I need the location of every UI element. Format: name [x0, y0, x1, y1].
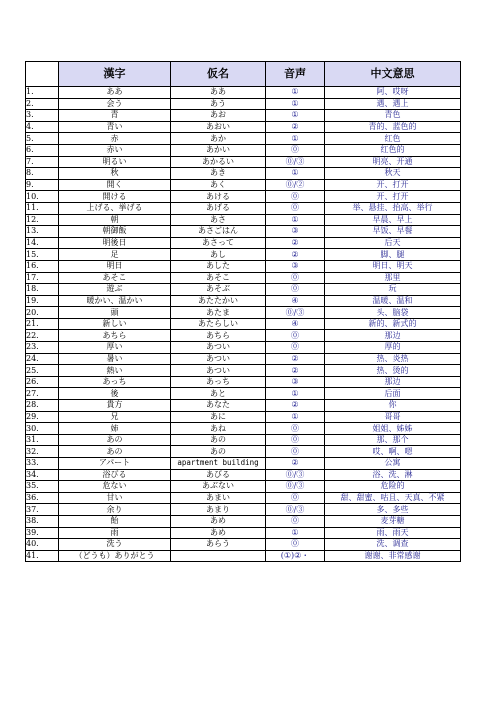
kana-cell: あそこ [171, 272, 266, 284]
table-row [26, 307, 461, 319]
chinese-meaning-cell: 厚的 [325, 342, 461, 354]
kanji-cell: 赤い [59, 144, 171, 156]
kanji-cell: 朝 [59, 214, 171, 226]
kanji-cell: 熱い [59, 365, 171, 377]
chinese-meaning-cell: 洗、调查 [325, 539, 461, 551]
chinese-meaning-cell: 明日、明天 [325, 260, 461, 272]
tone-cell: ⓪ [266, 446, 325, 458]
table-row [26, 330, 461, 342]
chinese-meaning-cell: 热、炎热 [325, 353, 461, 365]
kanji-cell: 危ない [59, 481, 171, 493]
kanji-cell: 上げる、挙げる [59, 202, 171, 214]
chinese-meaning-cell: 开、打开 [325, 179, 461, 191]
chinese-meaning-cell: 雨、雨天 [325, 527, 461, 539]
table-row [26, 365, 461, 377]
row-number: 35. [26, 481, 59, 493]
row-number: 40. [26, 539, 59, 551]
tone-cell: ⓪ [266, 423, 325, 435]
kanji-cell: 開く [59, 179, 171, 191]
row-number: 17. [26, 272, 59, 284]
kanji-cell: 朝御飯 [59, 226, 171, 238]
tone-cell: ② [266, 249, 325, 261]
tone-cell: ③ [266, 376, 325, 388]
table-row [26, 202, 461, 214]
row-number: 39. [26, 527, 59, 539]
chinese-meaning-cell: 后天 [325, 237, 461, 249]
chinese-meaning-cell: 青色 [325, 110, 461, 122]
kanji-cell: 会う [59, 98, 171, 110]
kana-cell: あさ [171, 214, 266, 226]
chinese-meaning-cell: 那里 [325, 272, 461, 284]
tone-cell: ④ [266, 318, 325, 330]
chinese-meaning-cell: 热、烫的 [325, 365, 461, 377]
row-number: 23. [26, 342, 59, 354]
table-row [26, 272, 461, 284]
tone-cell: ② [266, 400, 325, 412]
kanji-cell: アパート [59, 458, 171, 470]
tone-cell: ⓪ [266, 284, 325, 296]
table-row [26, 388, 461, 400]
kana-cell: あさごはん [171, 226, 266, 238]
row-number: 25. [26, 365, 59, 377]
tone-cell: ① [266, 110, 325, 122]
kana-cell: あし [171, 249, 266, 261]
row-number: 20. [26, 307, 59, 319]
kanji-cell: 暖かい、温かい [59, 295, 171, 307]
table-row [26, 98, 461, 110]
chinese-meaning-cell: 新的、新式的 [325, 318, 461, 330]
kanji-cell: （どうも）ありがとう [59, 550, 171, 562]
kana-cell: あたらしい [171, 318, 266, 330]
chinese-meaning-cell: 谢谢、非常感谢 [325, 550, 461, 562]
tone-cell: ③ [266, 260, 325, 272]
kana-cell: あおい [171, 121, 266, 133]
kana-cell: あの [171, 446, 266, 458]
row-number: 26. [26, 376, 59, 388]
tone-cell: ⓪ [266, 330, 325, 342]
chinese-meaning-cell: 举、悬挂、抬高、举行 [325, 202, 461, 214]
row-number: 16. [26, 260, 59, 272]
chinese-meaning-cell: 你 [325, 400, 461, 412]
kana-cell: あく [171, 179, 266, 191]
chinese-meaning-cell: 那、那个 [325, 434, 461, 446]
kana-cell: あかるい [171, 156, 266, 168]
kanji-cell: 暑い [59, 353, 171, 365]
kana-cell: あき [171, 168, 266, 180]
chinese-meaning-cell: 多、多些 [325, 504, 461, 516]
row-number: 11. [26, 202, 59, 214]
tone-cell: ⓪/③ [266, 481, 325, 493]
kanji-cell: 後 [59, 388, 171, 400]
tone-cell: ⓪/③ [266, 307, 325, 319]
table-row [26, 156, 461, 168]
tone-cell: ③ [266, 226, 325, 238]
table-row [26, 458, 461, 470]
table-row [26, 434, 461, 446]
table-row [26, 400, 461, 412]
tone-cell: ⓪/③ [266, 156, 325, 168]
tone-cell: ⓪ [266, 144, 325, 156]
chinese-meaning-cell: 甜、甜蜜、咕且、天真、不紧 [325, 492, 461, 504]
kana-cell: あらう [171, 539, 266, 551]
row-number: 8. [26, 168, 59, 180]
table-row [26, 284, 461, 296]
chinese-meaning-cell: 哥哥 [325, 411, 461, 423]
kanji-cell: あの [59, 446, 171, 458]
chinese-meaning-cell: 公寓 [325, 458, 461, 470]
vocabulary-table [25, 61, 461, 562]
table-row [26, 504, 461, 516]
row-number: 1. [26, 87, 59, 99]
tone-cell: ① [266, 527, 325, 539]
kanji-cell: 開ける [59, 191, 171, 203]
tone-cell: ① [266, 214, 325, 226]
kanji-cell: あっち [59, 376, 171, 388]
kana-cell: あの [171, 434, 266, 446]
kanji-cell: 足 [59, 249, 171, 261]
kanji-cell: 明日 [59, 260, 171, 272]
table-row [26, 260, 461, 272]
row-number: 36. [26, 492, 59, 504]
tone-cell: ① [266, 98, 325, 110]
table-row [26, 110, 461, 122]
tone-cell: ⓪ [266, 191, 325, 203]
kana-cell: あまい [171, 492, 266, 504]
chinese-meaning-cell: 开、打开 [325, 191, 461, 203]
tone-cell: ① [266, 411, 325, 423]
kanji-cell: 青い [59, 121, 171, 133]
header-number [26, 62, 59, 87]
chinese-meaning-cell: 头、脑袋 [325, 307, 461, 319]
row-number: 37. [26, 504, 59, 516]
row-number: 30. [26, 423, 59, 435]
tone-cell: ② [266, 458, 325, 470]
kanji-cell: 雨 [59, 527, 171, 539]
kanji-cell: あの [59, 434, 171, 446]
row-number: 10. [26, 191, 59, 203]
kana-cell: あぶない [171, 481, 266, 493]
table-row [26, 469, 461, 481]
kanji-cell: 明るい [59, 156, 171, 168]
table-row [26, 539, 461, 551]
table-row [26, 168, 461, 180]
tone-cell: ⓪/③ [266, 504, 325, 516]
table-row [26, 214, 461, 226]
row-number: 31. [26, 434, 59, 446]
table-row [26, 226, 461, 238]
kanji-cell: 浴びる [59, 469, 171, 481]
kana-cell: あさって [171, 237, 266, 249]
row-number: 3. [26, 110, 59, 122]
table-header-row [26, 62, 461, 87]
table-row [26, 492, 461, 504]
kanji-cell: 青 [59, 110, 171, 122]
chinese-meaning-cell: 那边 [325, 376, 461, 388]
table-row [26, 249, 461, 261]
kana-cell: あめ [171, 527, 266, 539]
table-row [26, 121, 461, 133]
kana-cell: あっち [171, 376, 266, 388]
chinese-meaning-cell: 青的、蓝色的 [325, 121, 461, 133]
tone-cell: ⓪ [266, 342, 325, 354]
row-number: 34. [26, 469, 59, 481]
row-number: 38. [26, 515, 59, 527]
chinese-meaning-cell: 脚、腿 [325, 249, 461, 261]
table-row [26, 237, 461, 249]
kana-cell: あたたかい [171, 295, 266, 307]
chinese-meaning-cell: 危险的 [325, 481, 461, 493]
chinese-meaning-cell: 明亮、开通 [325, 156, 461, 168]
table-row [26, 318, 461, 330]
kana-cell: あに [171, 411, 266, 423]
kana-cell: あげる [171, 202, 266, 214]
header-chinese-meaning: 中文意思 [325, 62, 461, 87]
row-number: 5. [26, 133, 59, 145]
table-row [26, 144, 461, 156]
table-row [26, 481, 461, 493]
tone-cell: ⓪ [266, 272, 325, 284]
kanji-cell: 貴方 [59, 400, 171, 412]
chinese-meaning-cell: 哎、啊、嗯 [325, 446, 461, 458]
chinese-meaning-cell: 阿、哎呀 [325, 87, 461, 99]
kana-cell: あかい [171, 144, 266, 156]
kana-cell: あつい [171, 342, 266, 354]
header-kana: 仮名 [171, 62, 266, 87]
table-row [26, 191, 461, 203]
tone-cell: ② [266, 237, 325, 249]
table-row [26, 423, 461, 435]
chinese-meaning-cell: 温暖、温和 [325, 295, 461, 307]
kanji-cell: あそこ [59, 272, 171, 284]
table-row [26, 411, 461, 423]
kana-cell: apartment building [171, 458, 266, 470]
tone-cell: ⓪ [266, 202, 325, 214]
table-row [26, 550, 461, 562]
row-number: 12. [26, 214, 59, 226]
tone-cell: ② [266, 365, 325, 377]
row-number: 32. [26, 446, 59, 458]
table-row [26, 515, 461, 527]
kana-cell: あたま [171, 307, 266, 319]
kanji-cell: 赤 [59, 133, 171, 145]
kana-cell: あまり [171, 504, 266, 516]
row-number: 7. [26, 156, 59, 168]
tone-cell: ⓪/③ [266, 469, 325, 481]
tone-cell: ② [266, 353, 325, 365]
tone-cell: ① [266, 168, 325, 180]
kana-cell: あちら [171, 330, 266, 342]
table-row [26, 446, 461, 458]
tone-cell: ② [266, 121, 325, 133]
row-number: 33. [26, 458, 59, 470]
table-row [26, 179, 461, 191]
row-number: 2. [26, 98, 59, 110]
tone-cell: ⓪/② [266, 179, 325, 191]
row-number: 18. [26, 284, 59, 296]
kanji-cell: あちら [59, 330, 171, 342]
kana-cell: ああ [171, 87, 266, 99]
kanji-cell: 姉 [59, 423, 171, 435]
chinese-meaning-cell: 浴、洗、淋 [325, 469, 461, 481]
chinese-meaning-cell: 红色的 [325, 144, 461, 156]
row-number: 19. [26, 295, 59, 307]
kanji-cell: 洗う [59, 539, 171, 551]
chinese-meaning-cell: 遇、遇上 [325, 98, 461, 110]
kanji-cell: 秋 [59, 168, 171, 180]
chinese-meaning-cell: 玩 [325, 284, 461, 296]
row-number: 6. [26, 144, 59, 156]
kanji-cell: 新しい [59, 318, 171, 330]
kana-cell: あなた [171, 400, 266, 412]
kana-cell: あつい [171, 365, 266, 377]
chinese-meaning-cell: 麦芽糖 [325, 515, 461, 527]
kanji-cell: 余り [59, 504, 171, 516]
row-number: 14. [26, 237, 59, 249]
table-row [26, 376, 461, 388]
row-number: 27. [26, 388, 59, 400]
table-row [26, 527, 461, 539]
table-row [26, 87, 461, 99]
tone-cell: ④ [266, 295, 325, 307]
row-number: 24. [26, 353, 59, 365]
kanji-cell: 明後日 [59, 237, 171, 249]
header-tone: 音声 [266, 62, 325, 87]
chinese-meaning-cell: 早饭、早餐 [325, 226, 461, 238]
row-number: 21. [26, 318, 59, 330]
row-number: 13. [26, 226, 59, 238]
tone-cell: ① [266, 388, 325, 400]
chinese-meaning-cell: 后面 [325, 388, 461, 400]
tone-cell: ① [266, 87, 325, 99]
row-number: 9. [26, 179, 59, 191]
row-number: 22. [26, 330, 59, 342]
kana-cell: あと [171, 388, 266, 400]
kanji-cell: ああ [59, 87, 171, 99]
kanji-cell: 遊ぶ [59, 284, 171, 296]
kana-cell: あした [171, 260, 266, 272]
kana-cell: あめ [171, 515, 266, 527]
row-number: 41. [26, 550, 59, 562]
kana-cell: あう [171, 98, 266, 110]
kanji-cell: 飴 [59, 515, 171, 527]
table-row [26, 133, 461, 145]
kana-cell: あつい [171, 353, 266, 365]
tone-cell: ① [266, 133, 325, 145]
kana-cell: あね [171, 423, 266, 435]
tone-cell: ⓪ [266, 539, 325, 551]
tone-cell: ⓪ [266, 515, 325, 527]
table-row [26, 295, 461, 307]
chinese-meaning-cell: 那边 [325, 330, 461, 342]
row-number: 4. [26, 121, 59, 133]
row-number: 28. [26, 400, 59, 412]
tone-cell: ⓪ [266, 492, 325, 504]
table-row [26, 342, 461, 354]
chinese-meaning-cell: 姐姐、姊姊 [325, 423, 461, 435]
kana-cell: あそぶ [171, 284, 266, 296]
kanji-cell: 頭 [59, 307, 171, 319]
chinese-meaning-cell: 秋天 [325, 168, 461, 180]
table-body [26, 87, 461, 562]
kanji-cell: 厚い [59, 342, 171, 354]
kana-cell: あお [171, 110, 266, 122]
tone-cell: ⓪ [266, 434, 325, 446]
row-number: 29. [26, 411, 59, 423]
kanji-cell: 甘い [59, 492, 171, 504]
kana-cell: あびる [171, 469, 266, 481]
kana-cell: あける [171, 191, 266, 203]
table-row [26, 353, 461, 365]
kana-cell: あか [171, 133, 266, 145]
chinese-meaning-cell: 早晨、早上 [325, 214, 461, 226]
kanji-cell: 兄 [59, 411, 171, 423]
chinese-meaning-cell: 红色 [325, 133, 461, 145]
header-kanji: 漢字 [59, 62, 171, 87]
row-number: 15. [26, 249, 59, 261]
kana-cell [171, 550, 266, 562]
tone-cell: (①)②・ [266, 550, 325, 562]
